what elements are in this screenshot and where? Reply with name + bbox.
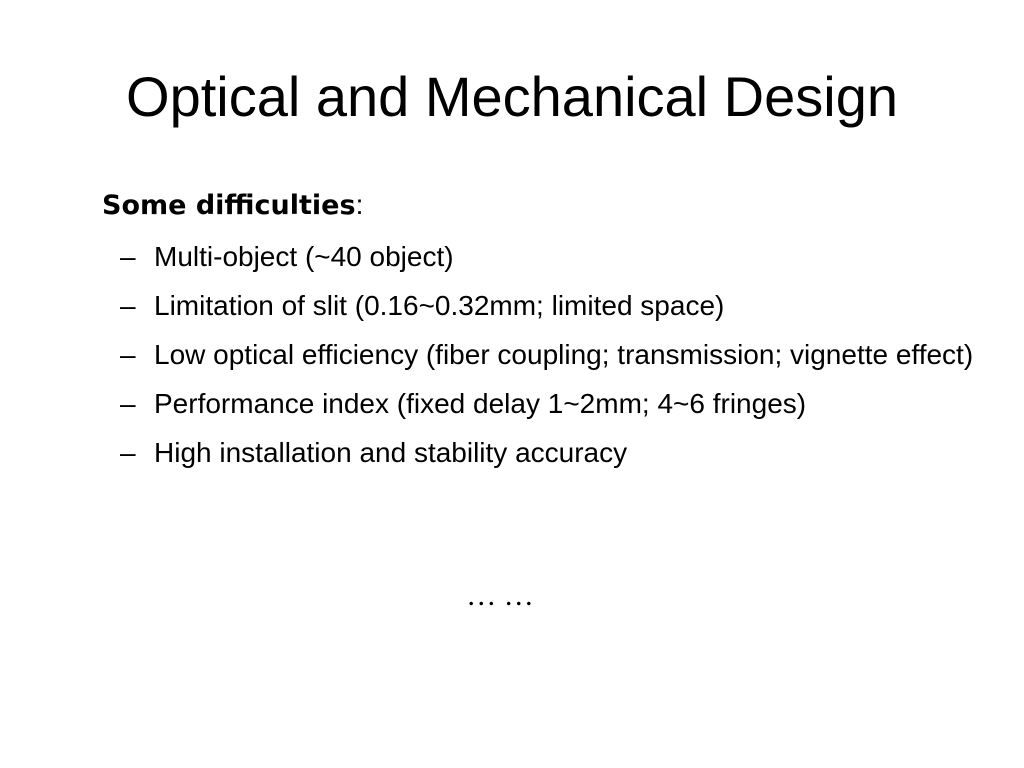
slide-title: Optical and Mechanical Design [126,65,898,128]
bullet-list [120,236,980,481]
bullet-item [120,383,980,424]
continuation-ellipsis: … … [466,579,534,612]
bullet-dash: – [120,290,136,321]
bullet-text: Performance index (fixed delay 1~2mm; 4~6 fringes) [154,388,807,419]
bullet-dash: – [120,339,136,370]
bullet-dash: – [120,388,136,419]
bullet-text: Limitation of slit (0.16~0.32mm; limited space) [154,290,725,321]
bullet-item [120,432,980,473]
bullet-item [120,236,980,277]
bullet-text: Low optical efficiency (fiber coupling; transmission; vignette effect) [154,339,974,370]
bullet-text: Multi-object (~40 object) [154,241,454,272]
bullet-item [120,285,980,326]
bullet-dash: – [120,437,136,468]
bullet-dash: – [120,241,136,272]
bullet-item [120,334,980,375]
bullet-text: High installation and stability accuracy [154,437,628,468]
section-heading-text: Some difficulties [102,190,356,221]
section-heading-colon: : [355,189,364,220]
section-heading [102,186,363,225]
